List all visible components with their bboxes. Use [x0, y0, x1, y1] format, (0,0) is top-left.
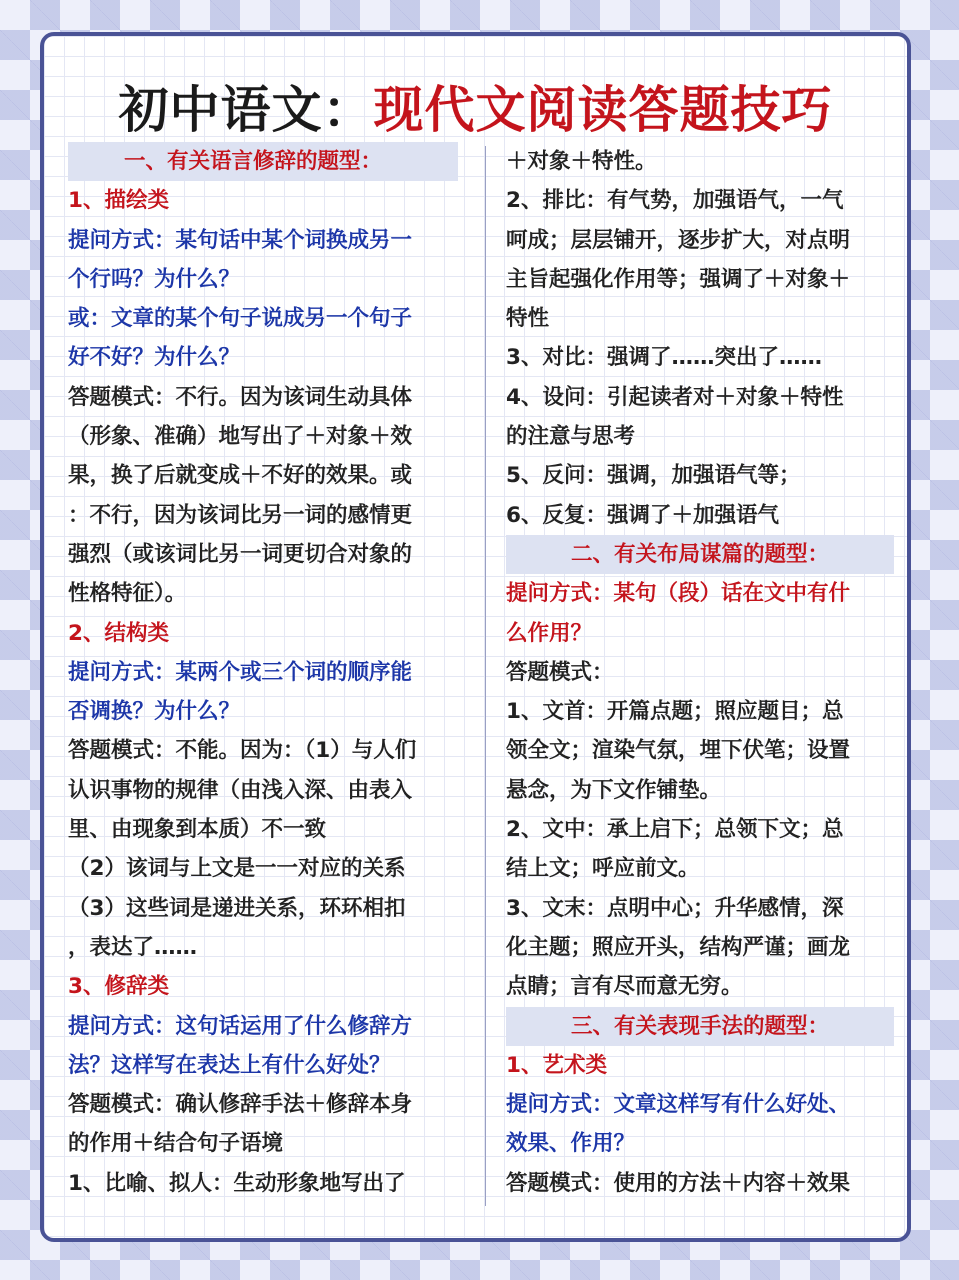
text-line: 结上文；呼应前文。 — [506, 856, 700, 882]
text-line: 1、文首：开篇点题；照应题目；总 — [506, 699, 844, 725]
text-line: （3）这些词是递进关系，环环相扣 — [68, 895, 406, 921]
text-line: 3、文末：点明中心；升华感情，深 — [506, 895, 844, 921]
text-line: 6、反复：强调了＋加强语气 — [506, 502, 779, 528]
subheading-line: 提问方式：某句（段）话在文中有什 — [506, 581, 851, 607]
subheading-line: 1、艺术类 — [506, 1052, 607, 1078]
text-line: 悬念，为下文作铺垫。 — [506, 777, 722, 803]
text-line: 答题模式：不行。因为该词生动具体 — [68, 384, 413, 410]
section-heading: 一、有关语言修辞的题型： — [68, 142, 458, 181]
text-line: 强烈（或该词比另一词更切合对象的 — [68, 541, 413, 567]
question-line: 好不好？为什么？ — [68, 345, 241, 371]
question-line: 个行吗？为什么？ — [68, 266, 241, 292]
text-line: （2）该词与上文是一一对应的关系 — [68, 856, 406, 882]
text-line: 的注意与思考 — [506, 424, 636, 450]
subheading-line: 3、修辞类 — [68, 974, 169, 1000]
text-line: ，表达了…… — [68, 934, 198, 960]
text-line: 领全文；渲染气氛，埋下伏笔；设置 — [506, 738, 851, 764]
text-line: 4、设问：引起读者对＋对象＋特性 — [506, 384, 844, 410]
text-line: ：不行，因为该词比另一词的感情更 — [68, 502, 413, 528]
text-line: 答题模式：不能。因为：（1）与人们 — [68, 738, 417, 764]
text-line: 点睛；言有尽而意无穷。 — [506, 974, 743, 1000]
right-column — [506, 142, 901, 1203]
text-line: 呵成；层层铺开，逐步扩大，对点明 — [506, 227, 851, 253]
text-line: ＋对象＋特性。 — [506, 149, 657, 174]
text-line: 认识事物的规律（由浅入深、由表入 — [68, 777, 413, 803]
left-column — [68, 142, 462, 1203]
content-card — [40, 32, 911, 1242]
text-line: 的作用＋结合句子语境 — [68, 1131, 284, 1157]
text-line: 答题模式：使用的方法＋内容＋效果 — [506, 1170, 851, 1196]
title-prefix: 初中语文： — [118, 80, 374, 139]
subheading-line: 1、描绘类 — [68, 188, 169, 214]
subheading-line: 2、结构类 — [68, 620, 169, 646]
text-line: 里、由现象到本质）不一致 — [68, 817, 327, 843]
text-line: 3、对比：强调了……突出了…… — [506, 345, 822, 371]
title-main: 现代文阅读答题技巧 — [373, 80, 833, 139]
question-line: 提问方式：某两个或三个词的顺序能 — [68, 659, 413, 685]
question-line: 否调换？为什么？ — [68, 699, 241, 725]
text-line: 果，换了后就变成＋不好的效果。或 — [68, 463, 413, 489]
section-heading: 二、有关布局谋篇的题型： — [506, 535, 894, 574]
column-divider — [485, 146, 486, 1206]
text-line: （形象、准确）地写出了＋对象＋效 — [68, 424, 413, 450]
text-line: 答题模式：确认修辞手法＋修辞本身 — [68, 1092, 413, 1118]
text-line: 答题模式： — [506, 659, 614, 685]
question-line: 提问方式：这句话运用了什么修辞方 — [68, 1013, 413, 1039]
question-line: 提问方式：文章这样写有什么好处、 — [506, 1092, 851, 1118]
subheading-line: 么作用？ — [506, 620, 593, 646]
text-line: 性格特征）。 — [68, 581, 187, 607]
text-line: 2、文中：承上启下；总领下文；总 — [506, 817, 844, 843]
question-line: 提问方式：某句话中某个词换成另一 — [68, 227, 413, 253]
text-line: 2、排比：有气势，加强语气，一气 — [506, 188, 844, 214]
question-line: 效果、作用？ — [506, 1131, 636, 1157]
text-line: 化主题；照应开头，结构严谨；画龙 — [506, 934, 851, 960]
text-line: 1、比喻、拟人：生动形象地写出了 — [68, 1170, 406, 1196]
text-line: 主旨起强化作用等；强调了＋对象＋ — [506, 266, 851, 292]
text-line: 5、反问：强调，加强语气等； — [506, 463, 801, 489]
section-heading: 三、有关表现手法的题型： — [506, 1007, 894, 1046]
page-title — [44, 74, 907, 146]
question-line: 法？这样写在表达上有什么好处？ — [68, 1052, 391, 1078]
text-line: 特性 — [506, 306, 550, 332]
question-line: 或：文章的某个句子说成另一个句子 — [68, 306, 413, 332]
